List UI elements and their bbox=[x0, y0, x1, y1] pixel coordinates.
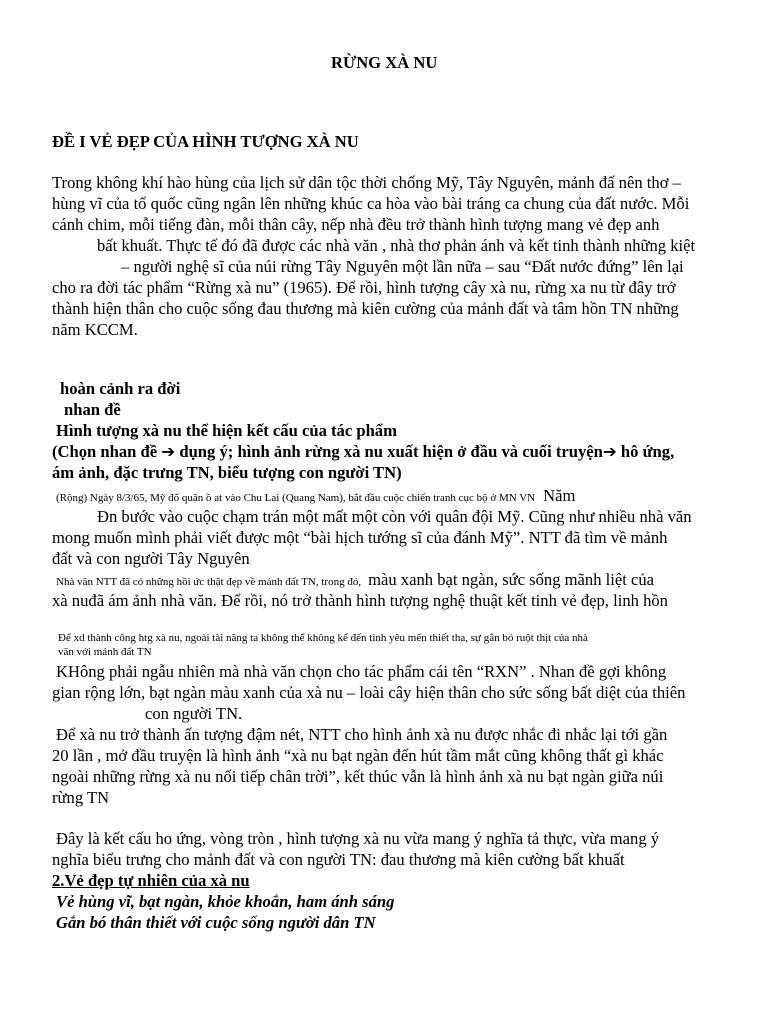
intro-line: thành hiện thân cho cuộc sống đau thương mà kiên cường của mảnh đất và tâm hồn TN những bbox=[52, 299, 679, 318]
outline-item-structure: Hình tượng xà nu thể hiện kết cấu của tác phẩm bbox=[56, 421, 397, 440]
section-2-subpoint: Vẻ hùng vĩ, bạt ngàn, khỏe khoắn, ham ánh sáng bbox=[56, 892, 395, 911]
outline-text: hô ứng, bbox=[616, 442, 675, 461]
structure-line: Đây là kết cấu ho ứng, vòng tròn , hình tượng xà nu vừa mang ý nghĩa tả thực, vừa mang ý bbox=[56, 829, 660, 848]
name-line: gian rộng lớn, bạt ngàn màu xanh của xà nu – loài cây hiện thân cho sức sống bất diệt của thiên bbox=[52, 683, 686, 702]
outline-item-title: nhan đề bbox=[64, 400, 121, 419]
name-line: con người TN. bbox=[145, 704, 243, 723]
arrow-right-icon: ➔ bbox=[602, 442, 617, 461]
intro-line: cho ra đời tác phẩm “Rừng xà nu” (1965). Để rồi, hình tượng cây xà nu, rừng xa nu từ đây trở bbox=[52, 278, 676, 297]
intro-line: cánh chim, mỗi tiếng đàn, mỗi thân cây, nếp nhà đều trở thành hình tượng mang vẻ đẹp anh bbox=[52, 215, 660, 234]
memory-first-line bbox=[56, 572, 654, 589]
name-line: KHông phải ngẫu nhiên mà nhà văn chọn cho tác phẩm cái tên “RXN” . Nhan đề gợi không bbox=[56, 662, 667, 681]
context-line: mong muốn mình phải viết được một “bài hịch tướng sĩ của đánh Mỹ”. NTT đã tìm về mảnh bbox=[52, 528, 668, 547]
repeat-line: ngoài những rừng xà nu nối tiếp chân trời”, kết thúc vẫn là hình ảnh xà nu bạt ngàn giữa núi bbox=[52, 767, 664, 786]
arrow-right-icon: ➔ bbox=[161, 442, 176, 461]
memory-line: xà nuđã ám ảnh nhà văn. Để rồi, nó trở thành hình tượng nghệ thuật kết tinh vẻ đẹp, linh hồn bbox=[52, 591, 668, 610]
outline-text: (Chọn nhan đề bbox=[52, 442, 162, 461]
intro-line: Trong không khí hào hùng của lịch sử dân tộc thời chống Mỹ, Tây Nguyên, mảnh đấ nên thơ – bbox=[52, 173, 681, 192]
structure-line: nghĩa biểu trưng cho mảnh đất và con người TN: đau thương mà kiên cường bất khuất bbox=[52, 850, 625, 869]
repeat-line: Để xà nu trở thành ấn tượng đậm nét, NTT cho hình ảnh xà nu được nhắc đi nhắc lại tới gần bbox=[56, 725, 668, 744]
context-line: Đn bước vào cuộc chạm trán một mất một còn với quân đội Mỹ. Cũng như nhiều nhà văn bbox=[97, 507, 692, 526]
intro-line: hùng vĩ của tổ quốc cũng ngân lên những khúc ca hòa vào bài tráng ca chung của đất nước. Mỗi bbox=[52, 194, 690, 213]
context-text: Năm bbox=[543, 486, 576, 505]
intro-line: bất khuất. Thực tế đó đã được các nhà văn , nhà thơ phản ánh và kết tinh thành những kiệt bbox=[97, 236, 696, 255]
outline-text: dụng ý; hình ảnh rừng xà nu xuất hiện ở đầu và cuối truyện bbox=[175, 442, 603, 461]
context-first-line bbox=[56, 488, 575, 505]
intro-line: năm KCCM. bbox=[52, 320, 138, 339]
section-2-heading: 2.Vẻ đẹp tự nhiên của xà nu bbox=[52, 871, 250, 890]
repeat-line: rừng TN bbox=[52, 788, 110, 807]
small-note-text: Nhà văn NTT đã có những hồi ức thật đẹp về mảnh đất TN, trong đó, bbox=[56, 576, 362, 588]
section-heading: ĐỀ I VẺ ĐẸP CỦA HÌNH TƯỢNG XÀ NU bbox=[52, 132, 359, 151]
intro-line: – người nghệ sĩ của núi rừng Tây Nguyên một lần nữa – sau “Đất nước đứng” lên lại bbox=[121, 257, 684, 276]
outline-item-context: hoàn cảnh ra đời bbox=[60, 379, 181, 398]
small-note-text: (Rộng) Ngày 8/3/65, Mỹ đổ quân ồ at vào Chu Lai (Quang Nam), bắt đầu cuộc chiến tranh cục bộ ở MN VN bbox=[56, 492, 536, 504]
small-note-line: Để xd thành công htg xà nu, ngoài tài năng ta không thể không kể đến tình yêu mến thiết tha, sự gắn bó ruột thịt của nhà bbox=[58, 632, 588, 644]
outline-item-choice bbox=[52, 444, 674, 461]
context-line: đất và con người Tây Nguyên bbox=[52, 549, 250, 568]
outline-item-choice-cont: ám ảnh, đặc trưng TN, biểu tượng con người TN) bbox=[52, 463, 402, 482]
repeat-line: 20 lần , mở đầu truyện là hình ảnh “xà nu bạt ngàn đến hút tầm mắt cũng không thất gì khác bbox=[52, 746, 664, 765]
memory-text: màu xanh bạt ngàn, sức sống mãnh liệt của bbox=[368, 570, 655, 589]
section-2-subpoint: Gắn bó thân thiết với cuộc sống người dân TN bbox=[56, 913, 376, 932]
document-title: RỪNG XÀ NU bbox=[331, 53, 438, 72]
small-note-line: văn với mảnh đất TN bbox=[58, 646, 152, 658]
